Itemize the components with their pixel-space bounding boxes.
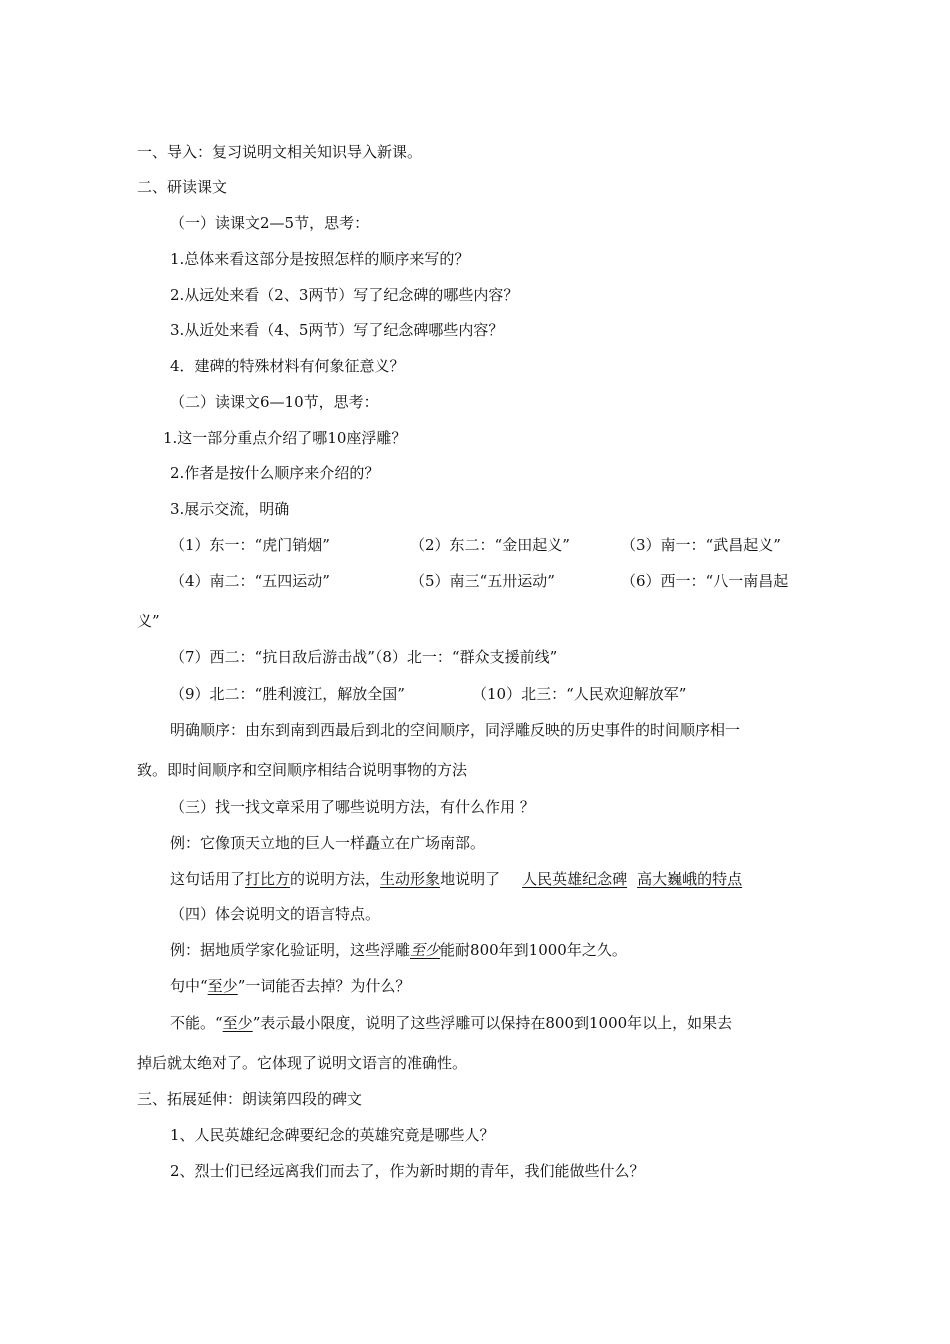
answer-text: 地说明了 — [440, 870, 501, 888]
order-explanation-line2: 致。即时间顺序和空间顺序相结合说明事物的方法 — [137, 761, 468, 779]
order-explanation-line1: 明确顺序：由东到南到西最后到北的空间顺序，同浮雕反映的历史事件的时间顺序相一 — [170, 721, 741, 739]
example-text: 能耐800年到1000年之久。 — [440, 941, 627, 959]
question-key-word: 至少 — [207, 977, 238, 995]
part4-answer-line2: 掉后就太绝对了。它体现了说明文语言的准确性。 — [137, 1054, 468, 1072]
relief-item: （5）南三“五卅运动” — [410, 572, 555, 590]
section-heading-study: 二、研读课文 — [137, 178, 228, 196]
section-heading-extension: 三、拓展延伸：朗读第四段的碑文 — [137, 1090, 363, 1108]
part2-question-1: 1.这一部分重点介绍了哪10座浮雕？ — [163, 429, 407, 447]
answer-key-word: 至少 — [222, 1014, 253, 1032]
relief-item: （7）西二：“抗日敌后游击战”（8）北一：“群众支援前线” — [170, 648, 558, 666]
part1-question-3: 3.从近处来看（4、5两节）写了纪念碑哪些内容？ — [170, 321, 504, 339]
answer-blank-feature: 高大巍峨的特点 — [637, 870, 743, 888]
relief-item: （6）西一：“八一南昌起 — [621, 572, 789, 590]
example-text: 例：据地质学家化验证明，这些浮雕 — [170, 941, 411, 959]
question-text: ”一词能否去掉？为什么？ — [237, 977, 411, 995]
part4-answer-line1 — [170, 1013, 732, 1033]
relief-item: （10）北三：“人民欢迎解放军” — [472, 685, 687, 703]
part2-question-2: 2.作者是按什么顺序来介绍的？ — [170, 464, 380, 482]
part1-question-1: 1.总体来看这部分是按照怎样的顺序来写的？ — [170, 250, 470, 268]
part1-question-2: 2.从远处来看（2、3两节）写了纪念碑的哪些内容？ — [170, 286, 519, 304]
answer-text: 的说明方法， — [290, 870, 381, 888]
part2-question-3: 3.展示交流，明确 — [170, 500, 290, 518]
part3-example: 例：它像顶天立地的巨人一样矗立在广场南部。 — [170, 834, 486, 852]
relief-item: （2）东二：“金田起义” — [410, 536, 570, 554]
part4-example — [170, 940, 627, 960]
part4-question — [170, 976, 410, 996]
part1-heading: （一）读课文2—5节，思考： — [170, 214, 370, 232]
relief-item: （9）北二：“胜利渡江，解放全国” — [170, 685, 405, 703]
relief-item: （4）南二：“五四运动” — [170, 572, 330, 590]
answer-blank-effect: 生动形象 — [380, 870, 441, 888]
answer-blank-subject: 人民英雄纪念碑 — [522, 870, 628, 888]
extension-question-1: 1、人民英雄纪念碑要纪念的英雄究竟是哪些人？ — [170, 1126, 495, 1144]
answer-blank-method: 打比方 — [245, 870, 291, 888]
extension-question-2: 2、烈士们已经远离我们而去了，作为新时期的青年，我们能做些什么？ — [170, 1162, 645, 1180]
question-text: 句中“ — [170, 977, 208, 995]
part3-answer — [170, 869, 742, 889]
part1-question-4: 4．建碑的特殊材料有何象征意义？ — [170, 357, 405, 375]
answer-text: 这句话用了 — [170, 870, 246, 888]
part4-heading: （四）体会说明文的语言特点。 — [170, 905, 381, 923]
section-heading-intro: 一、导入：复习说明文相关知识导入新课。 — [137, 143, 423, 161]
part2-heading: （二）读课文6—10节，思考： — [170, 393, 379, 411]
relief-item-continuation: 义” — [137, 612, 160, 630]
answer-text: 不能。“ — [170, 1014, 223, 1032]
part3-heading: （三）找一找文章采用了哪些说明方法，有什么作用 ？ — [170, 798, 535, 816]
example-key-word: 至少 — [410, 941, 441, 959]
relief-item: （1）东一：“虎门销烟” — [170, 536, 330, 554]
answer-text: ”表示最小限度，说明了这些浮雕可以保持在800到1000年以上，如果去 — [252, 1014, 733, 1032]
relief-item: （3）南一：“武昌起义” — [621, 536, 781, 554]
